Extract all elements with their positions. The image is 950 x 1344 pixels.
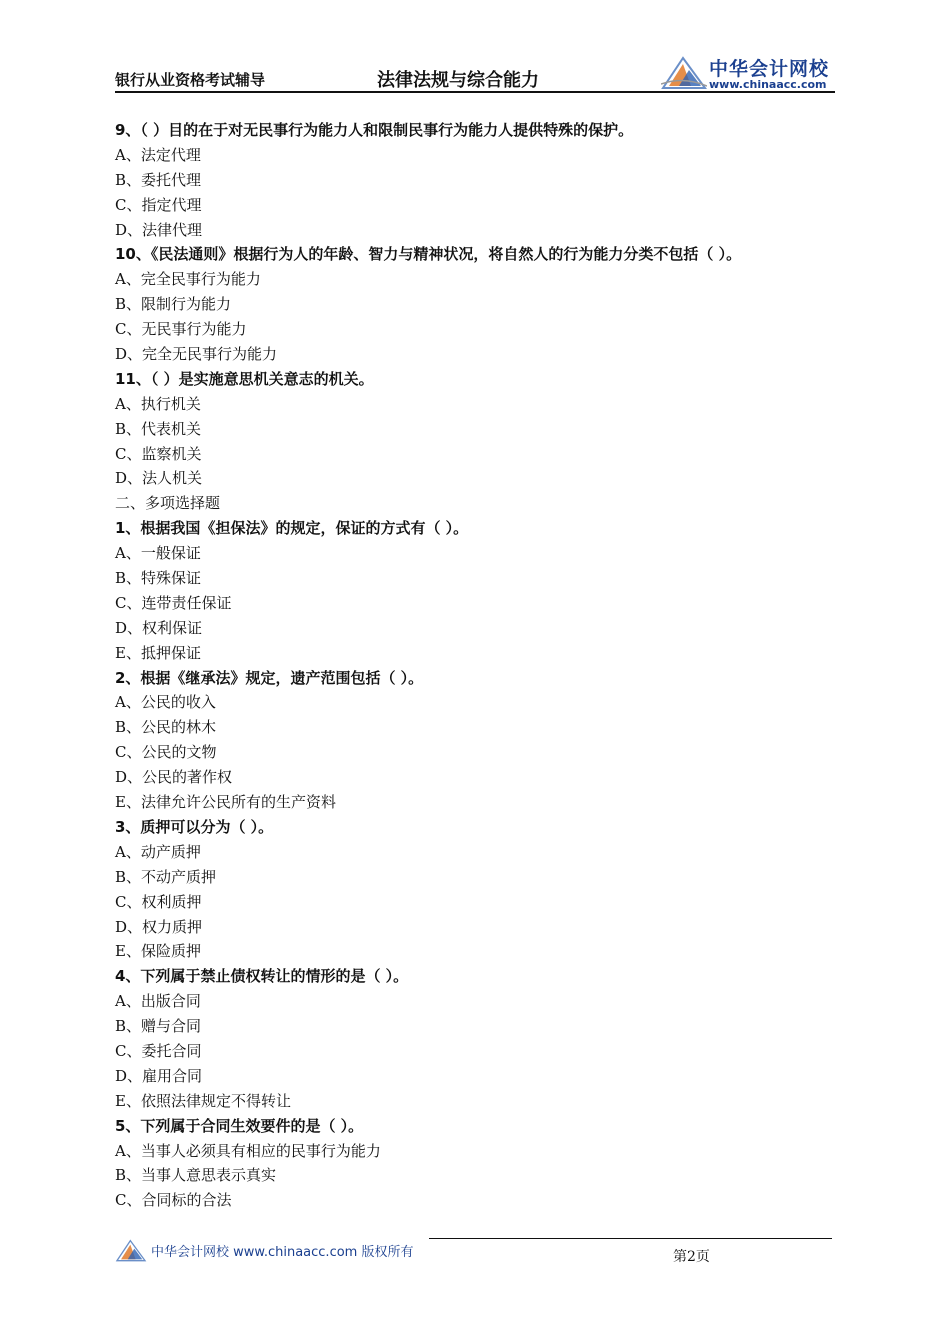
question-text: 1、根据我国《担保法》的规定，保证的方式有（ ）。 [115,519,469,538]
option-text: D、权利保证 [115,618,203,637]
option-text: A、完全民事行为能力 [115,270,261,289]
question-text: 3、质押可以分为（ ）。 [115,817,274,836]
question-text: 2、根据《继承法》规定，遗产范围包括（ ）。 [115,668,424,687]
header-subject: 法律法规与综合能力 [377,70,539,91]
footer-logo-icon [115,1238,147,1262]
option-text: B、当事人意思表示真实 [115,1166,277,1185]
option-text: C、连带责任保证 [115,593,232,612]
option-text: A、当事人必须具有相应的民事行为能力 [115,1141,381,1160]
question-text: 5、下列属于合同生效要件的是（ ）。 [115,1116,364,1135]
option-text: C、委托合同 [115,1041,202,1060]
option-text: C、合同标的合法 [115,1191,232,1210]
option-text: B、公民的林木 [115,718,217,737]
chinaacc-logo [661,52,837,92]
option-text: E、依照法律规定不得转让 [115,1091,291,1110]
option-text: C、监察机关 [115,444,202,463]
option-text: D、公民的著作权 [115,768,233,787]
question-text: 11、（ ）是实施意思机关意志的机关。 [115,369,374,388]
logo-url: www.chinaacc.com [709,78,827,91]
option-text: D、法人机关 [115,469,203,488]
logo-name: 中华会计网校 [709,58,830,80]
option-text: A、动产质押 [115,842,201,861]
question-text: 9、（ ）目的在于对无民事行为能力人和限制民事行为能力人提供特殊的保护。 [115,121,634,139]
option-text: B、特殊保证 [115,569,202,588]
logo-triangle-icon [661,54,707,90]
option-text: C、权利质押 [115,892,202,911]
option-text: A、公民的收入 [115,693,216,712]
option-text: D、权力质押 [115,917,203,936]
option-text: E、法律允许公民所有的生产资料 [115,793,336,812]
option-text: B、不动产质押 [115,867,217,886]
option-text: A、出版合同 [115,992,201,1011]
question-list [115,118,835,1213]
option-text: C、无民事行为能力 [115,320,247,339]
option-text: D、法律代理 [115,220,203,239]
header-rule [115,91,835,93]
header-exam-title: 银行从业资格考试辅导 [115,71,266,89]
page-footer [115,1236,835,1266]
option-text: C、公民的文物 [115,743,217,762]
footer-rule [429,1238,832,1239]
page-header [115,52,835,92]
option-text: E、抵押保证 [115,643,201,662]
option-text: D、完全无民事行为能力 [115,345,278,364]
option-text: E、保险质押 [115,942,201,961]
option-text: B、委托代理 [115,170,202,189]
option-text: A、执行机关 [115,394,201,413]
option-text: A、一般保证 [115,544,201,563]
option-text: 二、多项选择题 [115,494,221,513]
option-text: D、雇用合同 [115,1066,203,1085]
option-text: B、限制行为能力 [115,295,232,314]
footer-copyright: 中华会计网校 www.chinaacc.com 版权所有 [151,1245,414,1260]
page-number: 第2页 [673,1249,710,1265]
option-text: B、赠与合同 [115,1017,202,1036]
question-text: 4、下列属于禁止债权转让的情形的是（ ）。 [115,967,409,986]
option-text: A、法定代理 [115,145,201,164]
option-text: C、指定代理 [115,195,202,214]
question-text: 10、《民法通则》根据行为人的年龄、智力与精神状况，将自然人的行为能力分类不包括（ ）。 [115,245,742,264]
option-text: B、代表机关 [115,419,202,438]
